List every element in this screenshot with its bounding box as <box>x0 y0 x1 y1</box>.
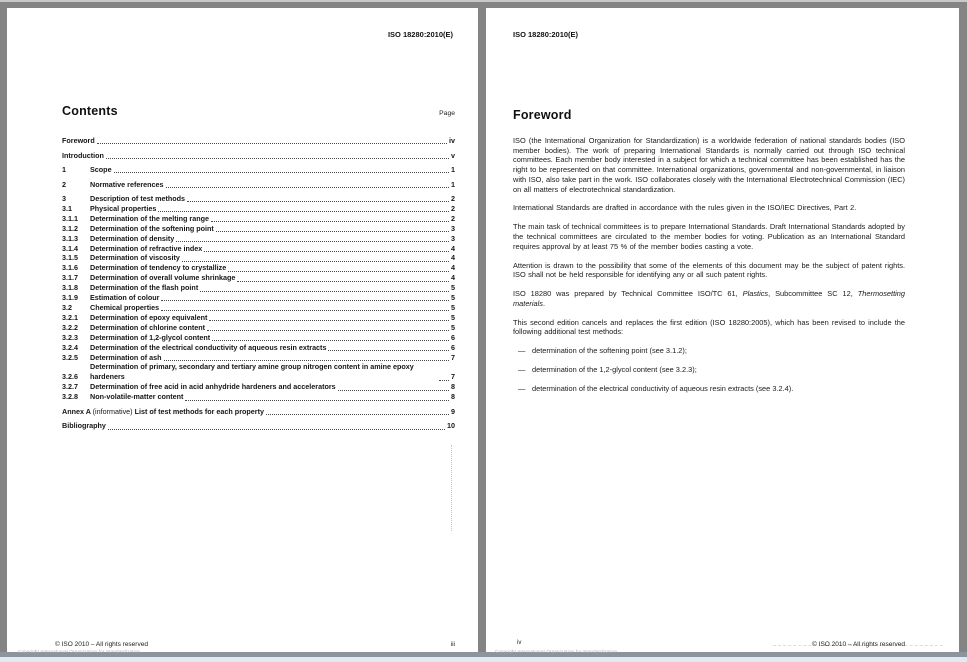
toc-entry[interactable] <box>62 392 455 402</box>
toc-entry-number: 3.2.3 <box>62 332 78 342</box>
toc-entry-page: 4 <box>451 263 455 273</box>
dot-leader <box>182 261 449 262</box>
toc-entry-title: Determination of primary, secondary and tertiary amine group nitrogen content in amine epoxy hardeners <box>90 362 414 382</box>
text-segment: ISO 18280 was prepared by Technical Committee ISO/TC 61, <box>513 289 743 299</box>
toc-entry-title: Description of test methods <box>90 194 186 203</box>
toc-entry-title: Physical properties <box>90 203 157 213</box>
toc-entry-page: 5 <box>451 312 455 322</box>
dot-leader <box>158 211 449 212</box>
toc-entry-title: Foreword <box>62 136 95 145</box>
toc-entry-number: 3.2.4 <box>62 342 78 352</box>
toc-entry-title: Determination of the flash point <box>90 283 199 293</box>
toc-entry-page: 3 <box>451 223 455 233</box>
foreword-paragraph: This second edition cancels and replaces the first edition (ISO 18280:2005), which has been revised to include the following additional test methods: <box>513 317 905 337</box>
toc-entry-number: 3.1.8 <box>62 283 78 293</box>
dot-leader <box>164 360 450 361</box>
bullet-text: determination of the 1,2-glycol content (see 3.2.3); <box>532 365 697 375</box>
toc-entry[interactable] <box>62 283 455 293</box>
toc-entry-page: iv <box>449 136 455 145</box>
foreword-paragraph: International Standards are drafted in accordance with the rules given in the ISO/IEC Directives, Part 2. <box>513 203 857 213</box>
toc-entry[interactable] <box>62 421 455 431</box>
foreword-paragraph: ISO (the International Organization for Standardization) is a worldwide federation of national standards bodies (ISO member bodies). The work of preparing International Standards is normally carried out through ISO technical committees. Each member body interested in a subject for which a technical committee has been established has the right to be represented on that committee. International organizations, governmental and non-governmental, in liaison with ISO, also take part in the work. ISO collaborates closely with the International Electrotechnical Commission (IEC) on all matters of electrotechnical standardization. <box>513 136 905 194</box>
toc-entry-page: 7 <box>451 372 455 382</box>
dot-leader <box>212 340 449 341</box>
toc-entry-number: 3.2.6 <box>62 372 78 382</box>
toc-entry-page: 5 <box>451 293 455 303</box>
toc-entry-title: Determination of viscosity <box>90 253 180 263</box>
toc-entry[interactable] <box>62 353 455 363</box>
toc-entry-page: 10 <box>447 421 455 431</box>
dot-leader <box>187 201 449 202</box>
toc-entry-page: 5 <box>451 283 455 293</box>
toc-entry[interactable] <box>62 194 455 204</box>
toc-entry-title: Estimation of colour <box>90 293 160 303</box>
page-footer <box>55 641 455 648</box>
running-header: ISO 18280:2010(E) <box>387 30 453 39</box>
toc-entry-number: 3.2.8 <box>62 392 78 402</box>
toc-entry[interactable] <box>62 303 455 313</box>
toc-entry-title <box>62 407 264 417</box>
toc-entry[interactable] <box>62 165 455 175</box>
bullet-text: determination of the softening point (see 3.1.2); <box>532 346 687 356</box>
toc-entry-number: 1 <box>62 165 66 174</box>
toc-entry-page: 4 <box>451 253 455 263</box>
dot-leader <box>328 350 449 351</box>
copyright-notice: © ISO 2010 – All rights reserved <box>55 641 148 648</box>
text-segment: , Subcommittee SC 12, <box>768 289 858 299</box>
toc-entry[interactable] <box>62 382 455 392</box>
toc-entry-number: 3.2.5 <box>62 352 78 362</box>
toc-entry-number: 3.1.1 <box>62 213 78 223</box>
license-watermark: Copyright International Organization for Standardization <box>495 649 618 654</box>
window-frame-right <box>959 2 967 652</box>
toc-entry-title: Determination of refractive index <box>90 243 203 253</box>
toc-entry-page: 7 <box>451 352 455 362</box>
toc-entry-page: 4 <box>451 273 455 283</box>
toc-entry-number: 3.2.2 <box>62 322 78 332</box>
toc-entry-number: 3 <box>62 194 66 203</box>
text-segment: Plastics <box>742 289 769 299</box>
dot-leader <box>266 414 449 415</box>
page-gutter <box>478 2 486 652</box>
toc-entry-number: 3.1.6 <box>62 263 78 273</box>
toc-entry-page: 2 <box>451 194 455 203</box>
bullet-dash: — <box>518 365 526 375</box>
dot-leader <box>97 143 447 144</box>
window-bottom-strip <box>0 657 967 662</box>
contents-heading-row <box>62 104 455 118</box>
toc-entry-title: Determination of chlorine content <box>90 322 206 332</box>
page-number: iv <box>517 640 522 646</box>
toc-entry-title: Determination of the electrical conductivity of aqueous resin extracts <box>90 342 327 352</box>
text-segment: Thermosetting materials <box>513 289 905 308</box>
dot-leader <box>207 330 449 331</box>
foreword-body <box>513 136 905 403</box>
page-foreword <box>486 8 959 652</box>
dot-leader <box>108 429 445 430</box>
page-number: iii <box>450 641 455 648</box>
toc-entry-page: 9 <box>451 406 455 416</box>
dot-leader <box>228 271 449 272</box>
toc-entry-title: Determination of density <box>90 233 175 243</box>
toc-entry[interactable] <box>62 136 455 146</box>
bullet-dash: — <box>518 346 526 356</box>
bullet-dash: — <box>518 384 526 394</box>
toc-entry[interactable] <box>62 214 455 224</box>
toc-entry[interactable] <box>62 180 455 190</box>
dot-leader <box>200 291 449 292</box>
page-contents <box>7 8 478 652</box>
toc-entry-page: 8 <box>451 382 455 392</box>
watermark-vertical-dots <box>451 445 452 531</box>
toc-entry-number: 3.2.7 <box>62 382 78 392</box>
toc-entry[interactable] <box>62 151 455 161</box>
window-frame-left <box>0 2 7 652</box>
toc-entry-page: 2 <box>451 203 455 213</box>
toc-entry[interactable] <box>62 333 455 343</box>
dot-leader <box>211 221 449 222</box>
toc-entry-number: 3.1.3 <box>62 233 78 243</box>
toc-entry-title: Determination of the melting range <box>90 213 210 223</box>
dot-leader <box>237 281 449 282</box>
toc-entry[interactable] <box>62 244 455 254</box>
toc-entry[interactable] <box>62 323 455 333</box>
toc-entry[interactable] <box>62 313 455 323</box>
toc-entry-page: 6 <box>451 342 455 352</box>
bullet-item <box>513 365 905 375</box>
toc-entry[interactable] <box>62 224 455 234</box>
toc-entry-title: Chemical properties <box>90 302 160 312</box>
toc-entry-number: 3.1.5 <box>62 253 78 263</box>
section-title: Foreword <box>513 108 572 122</box>
toc-entry-page: 1 <box>451 165 455 174</box>
toc-entry-title: Determination of overall volume shrinkage <box>90 273 236 283</box>
running-header: ISO 18280:2010(E) <box>513 30 579 39</box>
toc-entry-title: Determination of free acid in acid anhydride hardeners and accelerators <box>90 382 336 392</box>
foreword-paragraph: Attention is drawn to the possibility that some of the elements of this document may be the subject of patent rights. ISO shall not be held responsible for identifying any or all such patent rights. <box>513 260 905 280</box>
toc-entry-page: 6 <box>451 332 455 342</box>
dot-leader <box>439 380 449 381</box>
toc-entry-title: Non-volatile-matter content <box>90 392 184 402</box>
text-segment: Annex A <box>62 406 93 416</box>
toc-entry[interactable] <box>62 234 455 244</box>
bullet-item <box>513 346 905 356</box>
toc-entry[interactable] <box>62 362 455 382</box>
contents-title: Contents <box>62 104 118 118</box>
toc-entry-page: 1 <box>451 179 455 189</box>
dot-leader <box>216 231 449 232</box>
toc-entry-page: v <box>451 150 455 160</box>
toc-entry-title: Determination of 1,2-glycol content <box>90 332 211 342</box>
toc-entry-title: Bibliography <box>62 421 106 431</box>
table-of-contents <box>62 136 455 431</box>
text-segment: List of test methods for each property <box>134 406 264 416</box>
toc-entry-page: 4 <box>451 243 455 253</box>
toc-entry[interactable] <box>62 204 455 214</box>
toc-entry-page: 5 <box>451 302 455 312</box>
dot-leader <box>106 158 449 159</box>
text-segment: (informative) <box>92 406 135 416</box>
toc-entry-title: Determination of epoxy equivalent <box>90 312 208 322</box>
copyright-notice: © ISO 2010 – All rights reserved <box>812 641 905 648</box>
toc-entry-title: Normative references <box>90 179 164 189</box>
dot-leader <box>161 300 449 301</box>
toc-entry-number: 3.2 <box>62 302 72 312</box>
foreword-paragraph: The main task of technical committees is to prepare International Standards. Draft International Standards adopted by the technical committees are circulated to the member bodies for voting. Publication as an International Standard requires approval by at least 75 % of the member bodies casting a vote. <box>513 222 905 251</box>
toc-entry[interactable] <box>62 253 455 263</box>
toc-entry-number: 3.1.4 <box>62 243 78 253</box>
toc-entry-number: 2 <box>62 179 66 189</box>
toc-entry-title: Determination of the softening point <box>90 223 214 233</box>
toc-entry-title: Scope <box>90 165 112 174</box>
toc-entry-page: 2 <box>451 213 455 223</box>
toc-entry-number: 3.1 <box>62 203 72 213</box>
dot-leader <box>338 390 449 391</box>
page-column-label: Page <box>439 110 455 117</box>
dot-leader <box>204 251 449 252</box>
dot-leader <box>166 187 449 188</box>
toc-entry[interactable] <box>62 263 455 273</box>
dot-leader <box>185 400 449 401</box>
toc-entry-title: Determination of ash <box>90 352 162 362</box>
toc-entry-number: 3.1.7 <box>62 273 78 283</box>
toc-entry-number: 3.2.1 <box>62 312 78 322</box>
toc-entry-page: 3 <box>451 233 455 243</box>
license-watermark: Copyright International Organization for Standardization <box>18 649 141 654</box>
toc-entry[interactable] <box>62 343 455 353</box>
bullet-text: determination of the electrical conductivity of aqueous resin extracts (see 3.2.4). <box>532 384 794 394</box>
dot-leader <box>161 310 449 311</box>
foreword-paragraph <box>513 289 905 308</box>
toc-entry[interactable] <box>62 407 455 417</box>
dot-leader <box>176 241 449 242</box>
toc-entry[interactable] <box>62 273 455 283</box>
text-segment: . <box>542 298 546 308</box>
dot-leader <box>114 172 449 173</box>
toc-entry-title: Determination of tendency to crystallize <box>90 263 227 273</box>
dot-leader <box>209 320 449 321</box>
toc-entry-page: 8 <box>451 392 455 402</box>
toc-entry-title: Introduction <box>62 150 104 160</box>
toc-entry[interactable] <box>62 293 455 303</box>
toc-entry-number: 3.1.9 <box>62 293 78 303</box>
toc-entry-number: 3.1.2 <box>62 223 78 233</box>
bullet-item <box>513 384 905 394</box>
toc-entry-page: 5 <box>451 322 455 332</box>
